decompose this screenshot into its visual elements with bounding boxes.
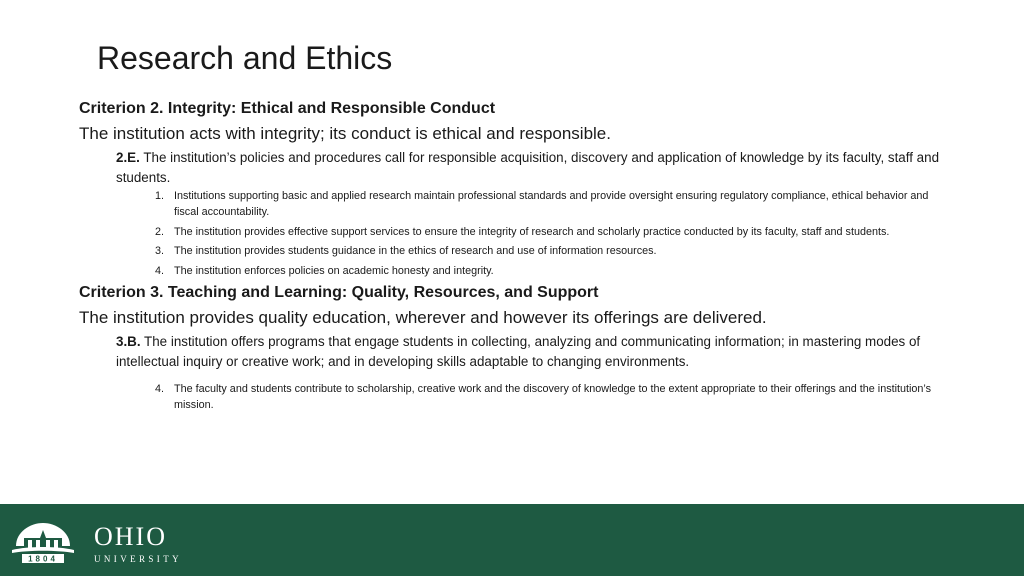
sub-criterion-2e xyxy=(116,148,976,187)
list-item-number: 3. xyxy=(155,245,165,258)
list-item-number: 4. xyxy=(155,383,165,396)
criterion-3-heading: Criterion 3. Teaching and Learning: Quality, Resources, and Support xyxy=(79,284,599,302)
list-item xyxy=(79,381,949,413)
criterion-3-description: The institution provides quality education, wherever and however its offerings are delivered. xyxy=(79,308,767,328)
criterion-3-item-list xyxy=(79,381,979,413)
criterion-2-description: The institution acts with integrity; its conduct is ethical and responsible. xyxy=(79,124,611,143)
criterion-2-item-list xyxy=(79,188,979,279)
list-item-number: 4. xyxy=(155,264,165,277)
sub-criterion-3b xyxy=(116,332,976,371)
list-item xyxy=(79,263,949,279)
criterion-2-heading: Criterion 2. Integrity: Ethical and Responsible Conduct xyxy=(79,100,496,117)
list-item-text: Institutions supporting basic and applied research maintain professional standards and provide oversight ensuring regulatory compliance, ethical behavior and fiscal accountability. xyxy=(174,190,929,218)
university-seal-icon xyxy=(10,520,76,564)
footer-bar xyxy=(0,504,1024,576)
list-item-number: 2. xyxy=(155,225,165,238)
logo-wordmark: OHIO xyxy=(94,522,167,551)
sub-criterion-text: The institution’s policies and procedures call for responsible acquisition, discovery and application of knowledge by its faculty, staff and students. xyxy=(116,150,940,185)
list-item xyxy=(79,243,949,259)
slide-title: Research and Ethics xyxy=(97,40,393,76)
logo-subtitle: UNIVERSITY xyxy=(94,554,182,564)
list-item-number: 1. xyxy=(155,190,165,202)
list-item-text: The institution provides effective support services to ensure the integrity of research and scholarly practice conducted by its faculty, staff and students. xyxy=(174,225,890,238)
list-item-text: The institution enforces policies on academic honesty and integrity. xyxy=(174,264,494,277)
sub-criterion-text: The institution offers programs that engage students in collecting, analyzing and communicating information; in mastering modes of intellectual inquiry or creative work; and in developing skills adaptable to changing environments. xyxy=(116,334,921,369)
sub-criterion-code: 3.B. xyxy=(116,334,141,350)
logo-year: 1804 xyxy=(28,554,58,564)
list-item-text: The institution provides students guidance in the ethics of research and use of information resources. xyxy=(174,245,657,258)
list-item-text: The faculty and students contribute to scholarship, creative work and the discovery of knowledge to the extent appropriate to their offerings and the institution’s mission. xyxy=(174,383,932,412)
list-item xyxy=(79,188,949,220)
slide-content xyxy=(79,98,979,417)
list-item xyxy=(79,224,949,240)
sub-criterion-code: 2.E. xyxy=(116,150,140,165)
